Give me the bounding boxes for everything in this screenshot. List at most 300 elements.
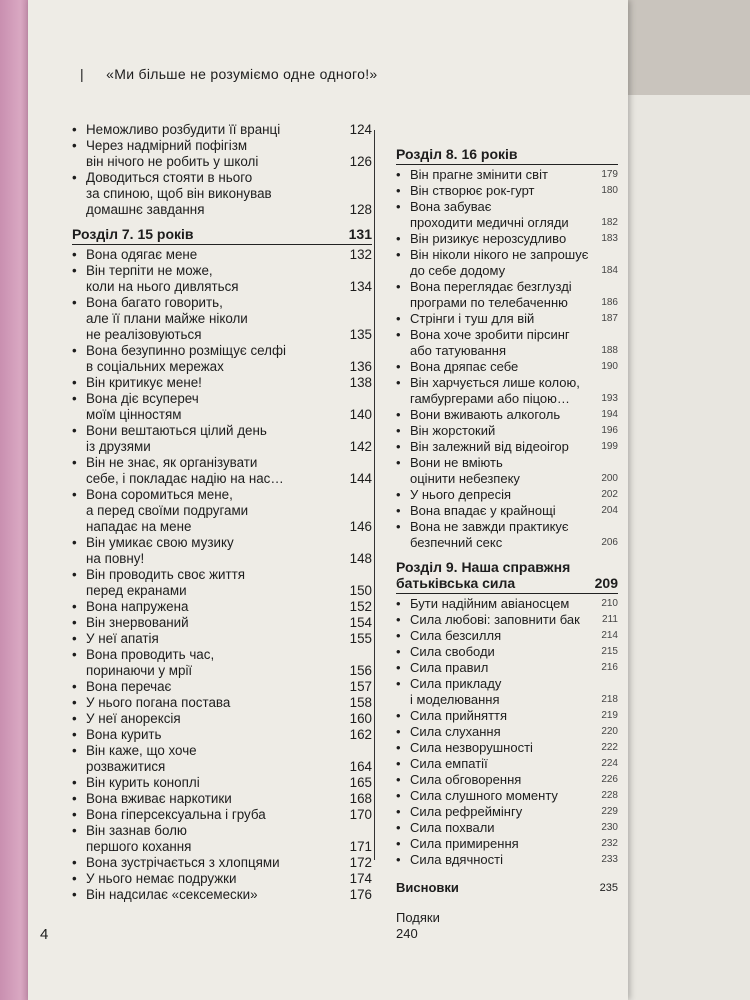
- toc-entry: [72, 887, 372, 903]
- toc-entry-text: Вона вживає наркотики: [86, 791, 232, 806]
- bullet-icon: •: [396, 231, 401, 246]
- bullet-icon: •: [72, 247, 77, 262]
- bullet-icon: •: [396, 407, 401, 422]
- toc-page-number: 204: [601, 505, 618, 516]
- toc-page-number: 144: [349, 471, 372, 486]
- bullet-icon: •: [396, 455, 401, 470]
- page-number: 4: [40, 926, 49, 943]
- toc-entry: [396, 708, 618, 724]
- toc-entry-text: Він знервований: [86, 615, 189, 630]
- bullet-icon: •: [396, 756, 401, 771]
- toc-page-number: 138: [349, 375, 372, 390]
- bullet-icon: •: [396, 612, 401, 627]
- bullet-icon: •: [72, 855, 77, 870]
- bullet-icon: •: [396, 247, 401, 262]
- toc-entry: [72, 599, 372, 615]
- toc-page-number: 228: [601, 790, 618, 801]
- toc-entry-text: коли на нього дивляться: [86, 279, 239, 294]
- toc-entry: [72, 823, 372, 855]
- toc-entry: [72, 295, 372, 343]
- toc-page-number: 224: [601, 758, 618, 769]
- toc-page-number: 220: [601, 726, 618, 737]
- toc-entry: [396, 804, 618, 820]
- toc-entry-text: Сила любові: заповнити бак: [410, 612, 580, 627]
- toc-entry: [72, 711, 372, 727]
- toc-entry-text: Вона переглядає безглузді: [410, 279, 572, 294]
- bullet-icon: •: [72, 138, 77, 153]
- toc-page-number: 176: [349, 887, 372, 902]
- toc-entry-text: Вона не завжди практикує: [410, 519, 569, 534]
- toc-entry-text: Він каже, що хоче: [86, 743, 197, 758]
- toc-page-number: 157: [349, 679, 372, 694]
- toc-entry: [72, 855, 372, 871]
- toc-entry-text: Вона зустрічається з хлопцями: [86, 855, 280, 870]
- toc-entry-text: перед екранами: [86, 583, 187, 598]
- toc-entry-text: програми по телебаченню: [410, 295, 568, 310]
- toc-page-number: 158: [349, 695, 372, 710]
- bullet-icon: •: [396, 820, 401, 835]
- toc-entry: [72, 807, 372, 823]
- toc-entry-text: гамбургерами або піцою…: [410, 391, 570, 406]
- toc-page-number: 186: [601, 297, 618, 308]
- toc-page-number: 171: [349, 839, 372, 854]
- toc-entry: [396, 423, 618, 439]
- toc-entry-text: Вона діє всупереч: [86, 391, 199, 406]
- toc-entry-text: Сила примирення: [410, 836, 519, 851]
- toc-plain-entry: [396, 910, 618, 942]
- bullet-icon: •: [72, 263, 77, 278]
- toc-page-number: 196: [601, 425, 618, 436]
- toc-entry: [396, 247, 618, 279]
- toc-entry-text: моїм цінностям: [86, 407, 182, 422]
- toc-entry: [72, 791, 372, 807]
- toc-page-number: 183: [601, 233, 618, 244]
- bullet-icon: •: [396, 724, 401, 739]
- toc-right-column: [396, 138, 618, 942]
- toc-entry-text: нападає на мене: [86, 519, 192, 534]
- toc-entry-text: або татуювання: [410, 343, 507, 358]
- toc-page-number: 187: [601, 313, 618, 324]
- toc-page-number: 142: [349, 439, 372, 454]
- toc-entry-text: поринаючи у мрії: [86, 663, 193, 678]
- bullet-icon: •: [72, 791, 77, 806]
- toc-page-number: 135: [349, 327, 372, 342]
- toc-entry: [396, 503, 618, 519]
- toc-entry: [72, 170, 372, 218]
- bullet-icon: •: [72, 391, 77, 406]
- toc-entry: [72, 455, 372, 487]
- toc-page-number: 206: [601, 537, 618, 548]
- bullet-icon: •: [396, 327, 401, 342]
- toc-entry: [72, 775, 372, 791]
- bullet-icon: •: [72, 807, 77, 822]
- toc-entry: [396, 199, 618, 231]
- toc-entry-text: Сила емпатії: [410, 756, 488, 771]
- toc-entry: [396, 183, 618, 199]
- toc-entry-text: У нього немає подружки: [86, 871, 237, 886]
- bullet-icon: •: [72, 727, 77, 742]
- toc-page-number: 150: [349, 583, 372, 598]
- toc-entry: [72, 535, 372, 567]
- bullet-icon: •: [396, 311, 401, 326]
- bullet-icon: •: [396, 628, 401, 643]
- toc-entry-text: Сила свободи: [410, 644, 495, 659]
- bullet-icon: •: [72, 711, 77, 726]
- toc-page-number: 210: [601, 598, 618, 609]
- toc-entry-text: Вони не вміють: [410, 455, 503, 470]
- toc-entry-text: Подяки: [396, 910, 440, 925]
- bullet-icon: •: [396, 772, 401, 787]
- bullet-icon: •: [396, 183, 401, 198]
- toc-page-number: 180: [601, 185, 618, 196]
- toc-entry-text: Вона проводить час,: [86, 647, 215, 662]
- toc-entry: [72, 567, 372, 599]
- toc-entry-text: в соціальних мережах: [86, 359, 224, 374]
- toc-entry-text: Він харчується лише колою,: [410, 375, 580, 390]
- bullet-icon: •: [72, 455, 77, 470]
- facing-page: [628, 95, 750, 1000]
- toc-page-number: 184: [601, 265, 618, 276]
- toc-page-number: 200: [601, 473, 618, 484]
- bullet-icon: •: [72, 122, 77, 137]
- toc-page-number: 168: [349, 791, 372, 806]
- toc-entry-text: із друзями: [86, 439, 151, 454]
- toc-entry: [396, 231, 618, 247]
- toc-entry-text: Сила слухання: [410, 724, 501, 739]
- toc-entry-text: а перед своїми подругами: [86, 503, 249, 518]
- toc-entry-text: Сила слушного моменту: [410, 788, 558, 803]
- toc-page-number: 211: [602, 614, 618, 625]
- bullet-icon: •: [72, 567, 77, 582]
- toc-entry-text: себе, і покладає надію на нас…: [86, 471, 284, 486]
- bullet-icon: •: [396, 503, 401, 518]
- toc-entry-text: Він проводить своє життя: [86, 567, 246, 582]
- toc-page-number: 182: [601, 217, 618, 228]
- bullet-icon: •: [72, 423, 77, 438]
- toc-entry-text: Розділ 9. Наша справжня: [396, 559, 571, 575]
- toc-entry-text: Він зазнав болю: [86, 823, 187, 838]
- toc-entry: [396, 820, 618, 836]
- toc-entry: [72, 375, 372, 391]
- toc-entry-text: він нічого не робить у школі: [86, 154, 259, 169]
- bullet-icon: •: [396, 439, 401, 454]
- toc-page-number: 179: [601, 169, 618, 180]
- toc-page-number: 146: [349, 519, 372, 534]
- toc-entry-text: Він прагне змінити світ: [410, 167, 548, 182]
- toc-page-number: 215: [601, 646, 618, 657]
- bullet-icon: •: [396, 836, 401, 851]
- toc-entry-text: Через надмірний пофігізм: [86, 138, 248, 153]
- toc-entry: [72, 695, 372, 711]
- toc-page-number: 128: [349, 202, 372, 217]
- toc-plain-entry: [396, 880, 618, 896]
- column-divider: [374, 130, 375, 860]
- toc-page-number: 218: [601, 694, 618, 705]
- toc-page-number: 170: [349, 807, 372, 822]
- toc-page-number: 214: [601, 630, 618, 641]
- toc-page-number: 226: [601, 774, 618, 785]
- toc-entry-text: Стрінги і туш для вій: [410, 311, 535, 326]
- toc-entry-text: У нього депресія: [410, 487, 512, 502]
- toc-entry: [396, 788, 618, 804]
- toc-entry: [72, 391, 372, 423]
- toc-entry-text: Вона соромиться мене,: [86, 487, 233, 502]
- toc-page-number: 235: [599, 882, 618, 894]
- bullet-icon: •: [72, 775, 77, 790]
- toc-entry-text: оцінити небезпеку: [410, 471, 520, 486]
- toc-entry-text: Сила похвали: [410, 820, 495, 835]
- toc-entry-text: за спиною, щоб він виконував: [86, 186, 272, 201]
- toc-page-number: 131: [348, 226, 372, 242]
- bullet-icon: •: [72, 679, 77, 694]
- toc-entry-text: Він терпіти не може,: [86, 263, 213, 278]
- toc-page-number: 124: [349, 122, 372, 137]
- toc-entry-text: розважитися: [86, 759, 166, 774]
- bullet-icon: •: [396, 596, 401, 611]
- bullet-icon: •: [72, 615, 77, 630]
- toc-page-number: 134: [349, 279, 372, 294]
- toc-entry: [72, 615, 372, 631]
- toc-entry-text: Вона перечає: [86, 679, 172, 694]
- bullet-icon: •: [72, 599, 77, 614]
- bullet-icon: •: [396, 487, 401, 502]
- bullet-icon: •: [72, 743, 77, 758]
- bullet-icon: •: [396, 788, 401, 803]
- toc-entry-text: Бути надійним авіаносцем: [410, 596, 570, 611]
- toc-page-number: 162: [349, 727, 372, 742]
- toc-entry: [396, 519, 618, 551]
- toc-entry: [72, 631, 372, 647]
- toc-entry-text: Сила правил: [410, 660, 489, 675]
- toc-page-number: 164: [349, 759, 372, 774]
- toc-entry: [396, 628, 618, 644]
- toc-page-number: 140: [349, 407, 372, 422]
- toc-entry-text: У неї апатія: [86, 631, 159, 646]
- toc-entry-text: У неї анорексія: [86, 711, 181, 726]
- toc-entry-text: безпечний секс: [410, 535, 503, 550]
- toc-entry-text: Вона хоче зробити пірсинг: [410, 327, 570, 342]
- toc-section-heading: [396, 559, 618, 594]
- toc-entry: [396, 279, 618, 311]
- toc-entry: [72, 423, 372, 455]
- toc-entry: [396, 596, 618, 612]
- toc-entry-text: Розділ 7. 15 років: [72, 226, 194, 242]
- bullet-icon: •: [72, 535, 77, 550]
- toc-entry: [396, 772, 618, 788]
- toc-page-number: 230: [601, 822, 618, 833]
- running-header: [80, 66, 377, 82]
- toc-entry-text: Вона гіперсексуальна і груба: [86, 807, 266, 822]
- toc-entry-text: до себе додому: [410, 263, 506, 278]
- toc-page-number: 209: [594, 575, 618, 591]
- toc-entry: [396, 724, 618, 740]
- bullet-icon: •: [72, 295, 77, 310]
- bullet-icon: •: [396, 708, 401, 723]
- toc-entry-text: Він критикує мене!: [86, 375, 202, 390]
- bullet-icon: •: [72, 487, 77, 502]
- bullet-icon: •: [72, 631, 77, 646]
- toc-page-number: 165: [349, 775, 372, 790]
- toc-entry: [72, 343, 372, 375]
- toc-entry-text: Вони вештаються цілий день: [86, 423, 267, 438]
- toc-entry-text: Вона впадає у крайнощі: [410, 503, 556, 518]
- toc-entry-text: Вона багато говорить,: [86, 295, 223, 310]
- toc-entry: [396, 676, 618, 708]
- toc-entry: [396, 740, 618, 756]
- bullet-icon: •: [396, 519, 401, 534]
- toc-entry-text: Вони вживають алкоголь: [410, 407, 561, 422]
- toc-page-number: 155: [349, 631, 372, 646]
- toc-entry-text: батьківська сила: [396, 575, 516, 591]
- toc-entry-text: Він надсилає «сексемески»: [86, 887, 258, 902]
- toc-entry-text: домашнє завдання: [86, 202, 205, 217]
- toc-page-number: 152: [349, 599, 372, 614]
- toc-entry: [396, 327, 618, 359]
- toc-page-number: 193: [601, 393, 618, 404]
- toc-entry-text: проходити медичні огляди: [410, 215, 569, 230]
- toc-page-number: 232: [601, 838, 618, 849]
- toc-entry: [72, 679, 372, 695]
- toc-entry: [396, 660, 618, 676]
- header-title: «Ми більше не розуміємо одне одного!»: [106, 66, 378, 82]
- bullet-icon: •: [396, 359, 401, 374]
- toc-entry-text: Сила вдячності: [410, 852, 503, 867]
- toc-entry-text: і моделювання: [410, 692, 500, 707]
- toc-entry: [396, 756, 618, 772]
- toc-entry: [72, 122, 372, 138]
- toc-entry-text: Він ніколи нікого не запрошує: [410, 247, 589, 262]
- toc-entry: [396, 644, 618, 660]
- toc-page-number: 190: [601, 361, 618, 372]
- toc-entry: [396, 311, 618, 327]
- toc-entry-text: Вона дряпає себе: [410, 359, 519, 374]
- toc-entry: [72, 647, 372, 679]
- toc-page-number: 199: [601, 441, 618, 452]
- toc-entry-text: Доводиться стояти в нього: [86, 170, 253, 185]
- toc-entry-text: Вона курить: [86, 727, 162, 742]
- bullet-icon: •: [396, 660, 401, 675]
- toc-page-number: 136: [349, 359, 372, 374]
- bullet-icon: •: [72, 375, 77, 390]
- toc-entry-text: Він ризикує нерозсудливо: [410, 231, 567, 246]
- bullet-icon: •: [396, 199, 401, 214]
- toc-page-number: 216: [601, 662, 618, 673]
- toc-entry-text: але її плани майже ніколи: [86, 311, 248, 326]
- toc-entry: [396, 852, 618, 868]
- toc-entry-text: У нього погана постава: [86, 695, 231, 710]
- toc-page-number: 154: [349, 615, 372, 630]
- toc-entry-text: Висновки: [396, 880, 459, 895]
- toc-entry: [396, 836, 618, 852]
- bullet-icon: •: [72, 170, 77, 185]
- toc-page-number: 156: [349, 663, 372, 678]
- toc-entry-text: Неможливо розбудити її вранці: [86, 122, 281, 137]
- toc-entry: [72, 138, 372, 170]
- toc-entry-text: Вона безупинно розміщує селфі: [86, 343, 286, 358]
- toc-entry: [396, 612, 618, 628]
- bullet-icon: •: [72, 647, 77, 662]
- toc-entry: [396, 439, 618, 455]
- toc-entry-text: Він створює рок-гурт: [410, 183, 535, 198]
- bullet-icon: •: [396, 804, 401, 819]
- toc-page-number: 174: [349, 871, 372, 886]
- toc-page-number: 148: [349, 551, 372, 566]
- toc-entry-text: Він жорстокий: [410, 423, 496, 438]
- bullet-icon: •: [72, 887, 77, 902]
- toc-page-number: 233: [601, 854, 618, 865]
- toc-entry: [72, 871, 372, 887]
- toc-entry-text: Сила прийняття: [410, 708, 508, 723]
- bullet-icon: •: [396, 740, 401, 755]
- toc-entry-text: Він не знає, як організувати: [86, 455, 258, 470]
- bullet-icon: •: [396, 852, 401, 867]
- toc-entry-text: першого кохання: [86, 839, 192, 854]
- toc-page-number: 188: [601, 345, 618, 356]
- toc-page-number: 202: [601, 489, 618, 500]
- toc-entry-text: Розділ 8. 16 років: [396, 146, 518, 162]
- bullet-icon: •: [396, 676, 401, 691]
- toc-page-number: 172: [349, 855, 372, 870]
- toc-entry-text: Вона одягає мене: [86, 247, 198, 262]
- toc-entry-text: Вона забуває: [410, 199, 492, 214]
- toc-entry: [72, 727, 372, 743]
- toc-entry: [396, 407, 618, 423]
- toc-entry-text: Він курить коноплі: [86, 775, 200, 790]
- bullet-icon: •: [72, 823, 77, 838]
- toc-entry: [396, 455, 618, 487]
- bullet-icon: •: [72, 695, 77, 710]
- toc-entry: [396, 359, 618, 375]
- bullet-icon: •: [396, 279, 401, 294]
- toc-page-number: 222: [601, 742, 618, 753]
- toc-entry-text: Сила прикладу: [410, 676, 502, 691]
- toc-page-number: 219: [601, 710, 618, 721]
- toc-entry: [72, 487, 372, 535]
- toc-entry-text: не реалізовуються: [86, 327, 202, 342]
- toc-entry-text: на повну!: [86, 551, 145, 566]
- toc-entry-text: Сила обговорення: [410, 772, 522, 787]
- toc-page-number: 229: [601, 806, 618, 817]
- header-separator: |: [80, 66, 84, 82]
- toc-entry-text: Вона напружена: [86, 599, 189, 614]
- toc-entry-text: Він умикає свою музику: [86, 535, 234, 550]
- toc-section-heading: [72, 226, 372, 245]
- toc-page-number: 194: [601, 409, 618, 420]
- toc-entry: [396, 487, 618, 503]
- toc-entry-text: Сила безсилля: [410, 628, 502, 643]
- toc-page-number: 160: [349, 711, 372, 726]
- toc-entry: [72, 263, 372, 295]
- toc-entry: [72, 247, 372, 263]
- toc-entry: [396, 167, 618, 183]
- toc-entry: [396, 375, 618, 407]
- toc-entry: [72, 743, 372, 775]
- toc-page-number: 240: [396, 926, 418, 941]
- toc-left-column: [72, 122, 372, 903]
- toc-entry-text: Сила незворушності: [410, 740, 533, 755]
- bullet-icon: •: [396, 375, 401, 390]
- bullet-icon: •: [396, 167, 401, 182]
- toc-entry-text: Він залежний від відеоігор: [410, 439, 569, 454]
- bullet-icon: •: [396, 423, 401, 438]
- bullet-icon: •: [396, 644, 401, 659]
- toc-section-heading: [396, 146, 618, 165]
- bullet-icon: •: [72, 343, 77, 358]
- toc-entry-text: Сила рефреймінгу: [410, 804, 523, 819]
- toc-page-number: 126: [349, 154, 372, 169]
- bullet-icon: •: [72, 871, 77, 886]
- toc-page-number: 132: [349, 247, 372, 262]
